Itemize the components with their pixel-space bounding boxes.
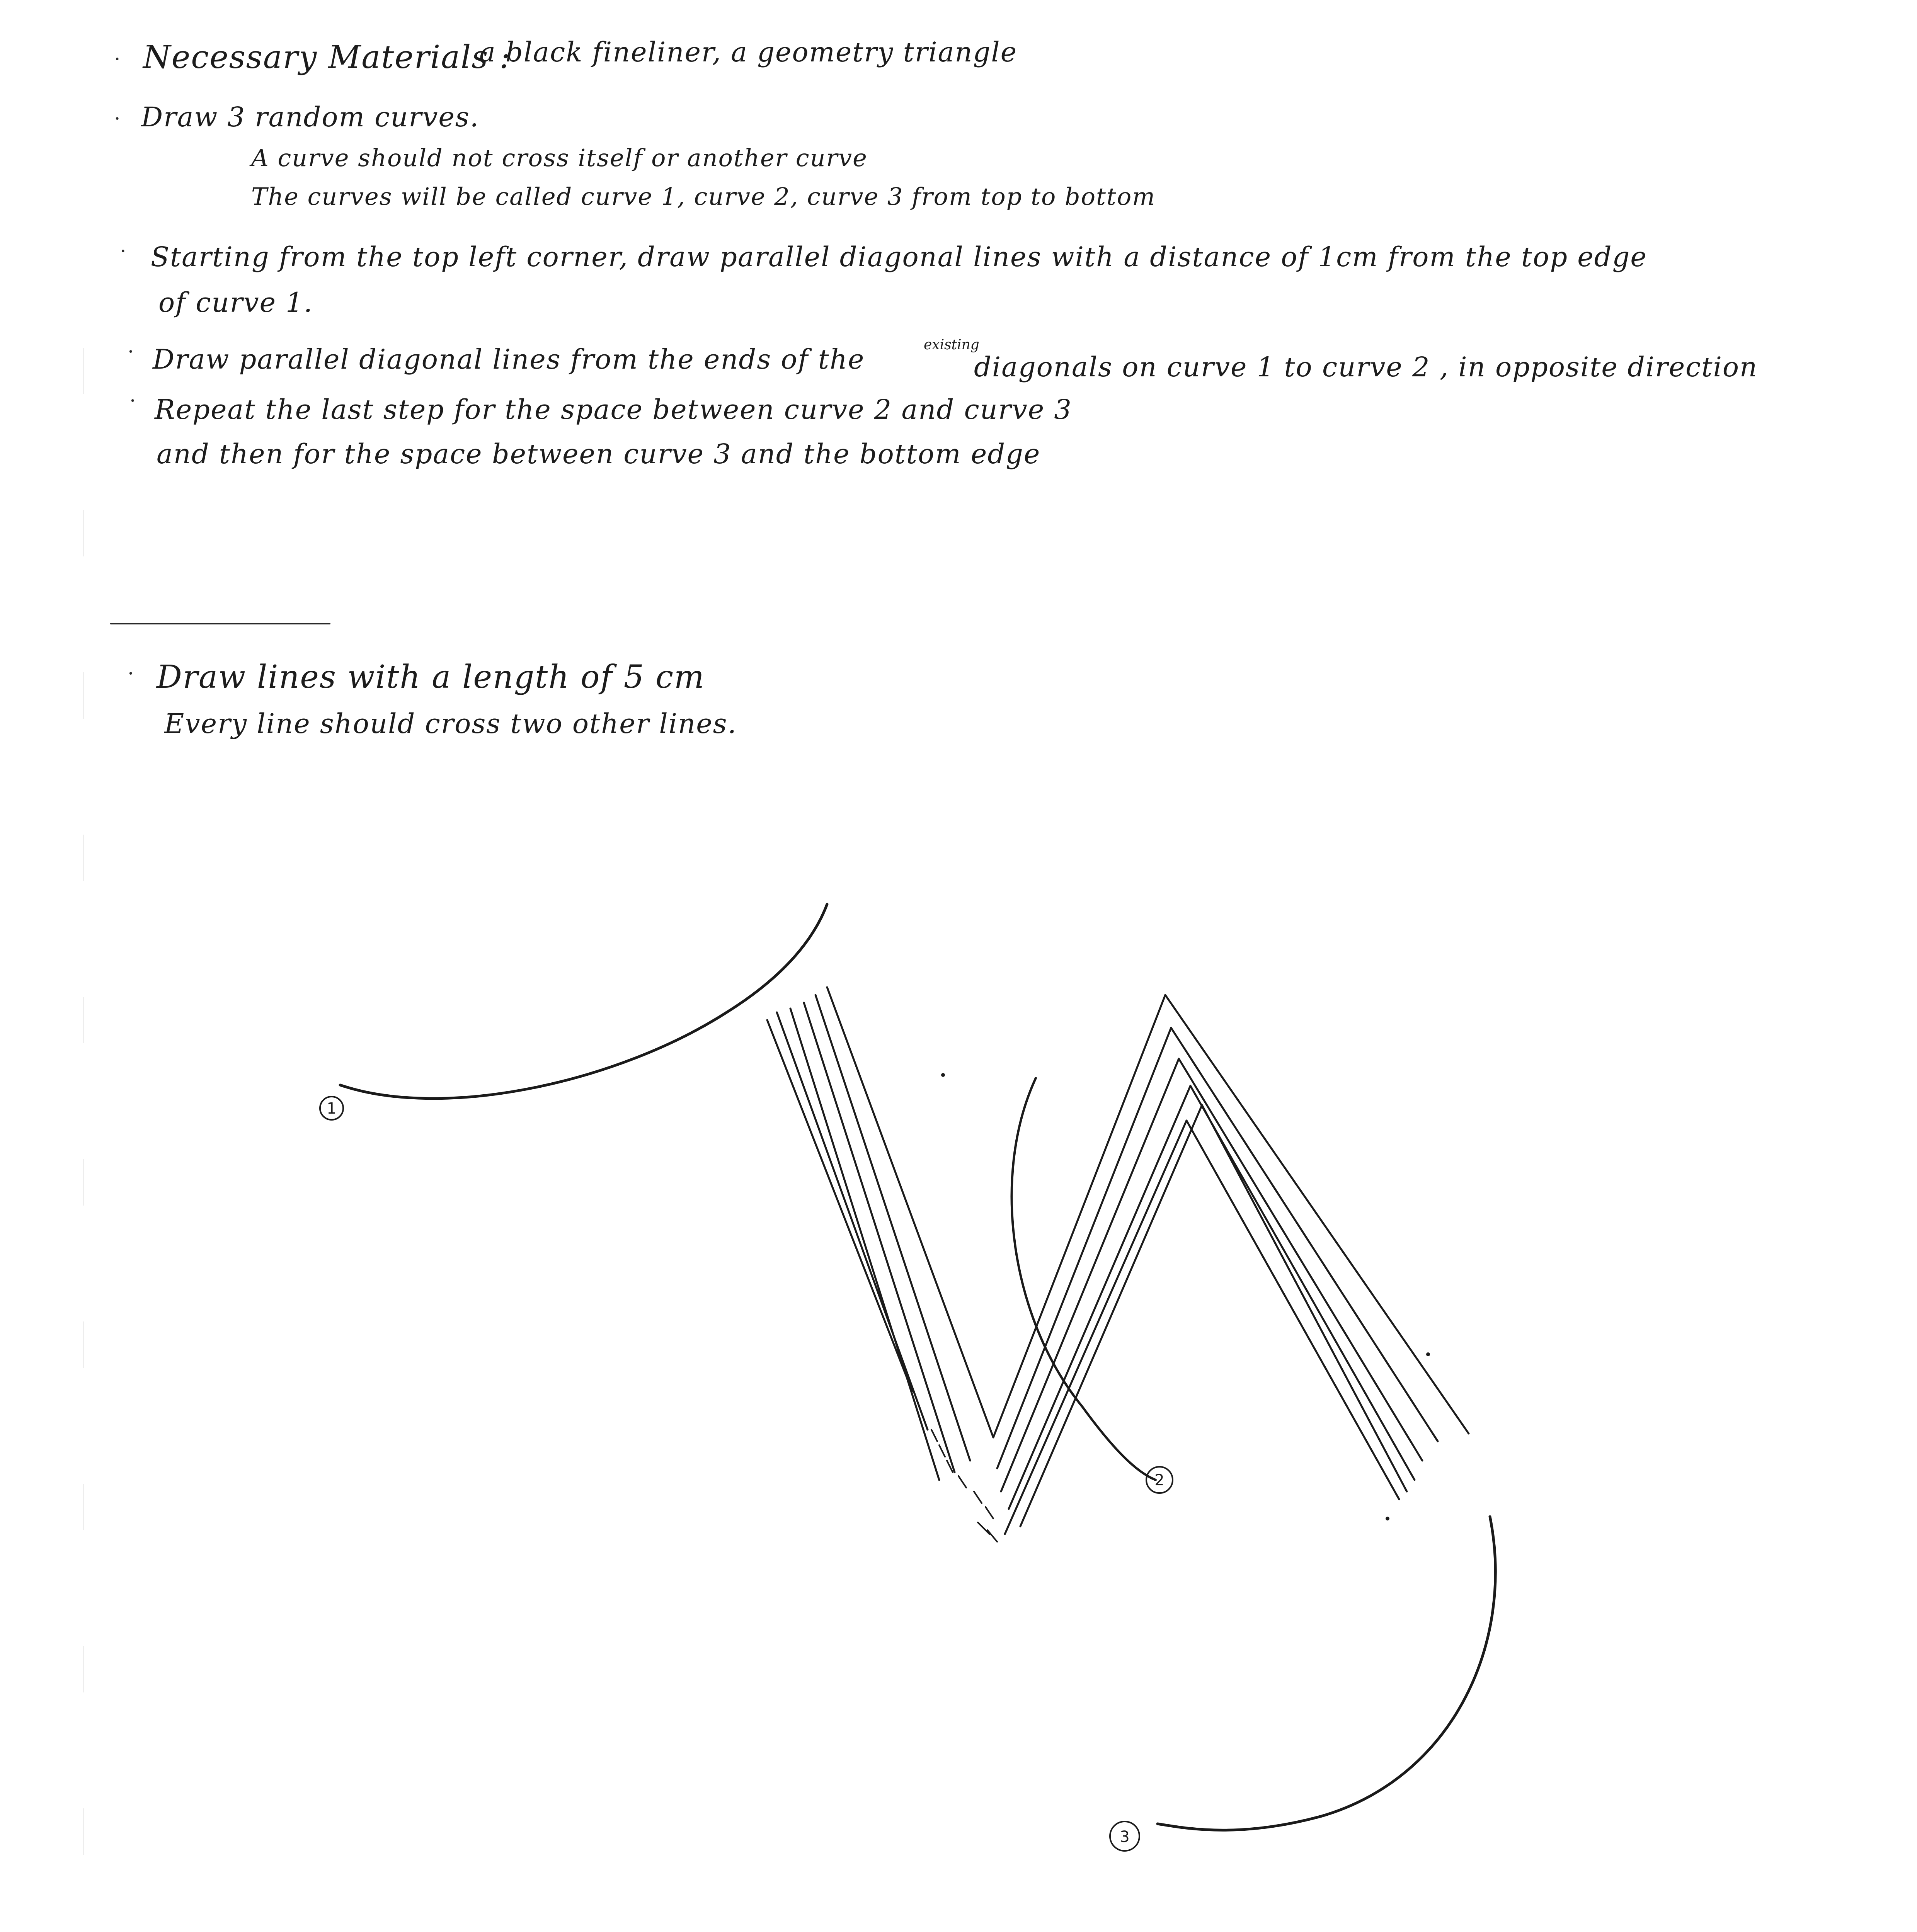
diagonal-line: [804, 1003, 955, 1472]
bullet-dot: ·: [114, 107, 121, 131]
label-text: 1: [327, 1100, 337, 1117]
tick-mark: [978, 1522, 989, 1534]
step-opposite-after: diagonals on curve 1 to curve 2 , in opposite direction: [974, 351, 1758, 383]
diagonal-line: [1179, 1059, 1422, 1461]
step-draw-lines: Draw lines with a length of 5 cm: [157, 659, 705, 696]
middle-arm-diagonals: [993, 995, 1202, 1534]
diagonal-line: [815, 995, 970, 1461]
diagonal-line: [997, 1028, 1171, 1468]
curve-label-3: [1110, 1821, 1139, 1851]
diagonal-line: [777, 1012, 928, 1430]
diagonal-line: [767, 1020, 912, 1391]
tick-mark: [986, 1507, 993, 1519]
bullet-dot: ·: [129, 389, 136, 413]
bullet-dot: ·: [128, 662, 134, 685]
curve-label-1: [320, 1097, 343, 1120]
step-repeat: Repeat the last step for the space between curve 2 and curve 3: [155, 394, 1072, 425]
tick-mark: [987, 1530, 997, 1542]
vertex-tick-marks: [931, 1430, 997, 1542]
label-text: 2: [1154, 1471, 1165, 1489]
step-draw-curves-rule: A curve should not cross itself or another curve: [251, 144, 868, 172]
curve-label-2: [1146, 1467, 1173, 1493]
curve-3: [1158, 1517, 1495, 1830]
bullet-dot: ·: [114, 48, 121, 71]
tick-mark: [974, 1492, 982, 1503]
materials-label: Necessary Materials :: [143, 39, 511, 76]
diagonal-line: [1009, 1086, 1190, 1509]
step-draw-lines-rule: Every line should cross two other lines.: [164, 708, 737, 740]
diagonal-line: [790, 1009, 939, 1480]
curve-2: [1012, 1078, 1156, 1480]
tick-mark: [939, 1445, 945, 1457]
diagonal-line: [1165, 995, 1469, 1434]
stray-dot: [1386, 1517, 1389, 1520]
diagonal-line: [827, 987, 993, 1437]
diagonal-line: [1171, 1028, 1438, 1441]
materials-text: a black fineliner, a geometry triangle: [479, 36, 1018, 68]
tick-mark: [958, 1476, 966, 1488]
stray-dot: [941, 1073, 945, 1077]
step-starting-diagonals: Starting from the top left corner, draw parallel diagonal lines with a distance of 1cm from the top edge: [151, 241, 1647, 273]
bullet-dot: ·: [120, 240, 126, 263]
step-repeat-cont: and then for the space between curve 3 and the bottom edge: [157, 438, 1041, 470]
step-opposite-before: Draw parallel diagonal lines from the ends of the: [153, 344, 865, 375]
left-arm-diagonals: [767, 987, 993, 1480]
curve-1: [340, 904, 827, 1099]
diagonal-line: [993, 995, 1165, 1437]
step-starting-diagonals-cont: of curve 1.: [158, 287, 313, 318]
diagonal-line: [1001, 1059, 1179, 1492]
step-draw-curves-naming: The curves will be called curve 1, curve 2, curve 3 from top to bottom: [251, 182, 1156, 211]
inserted-word: existing: [924, 337, 979, 353]
diagonal-line: [1020, 1105, 1202, 1526]
label-text: 3: [1120, 1828, 1130, 1846]
tick-mark: [931, 1430, 937, 1441]
step-draw-curves: Draw 3 random curves.: [141, 101, 480, 133]
bullet-dot: ·: [128, 340, 134, 364]
diagonal-line: [1187, 1121, 1399, 1499]
stray-dot: [1426, 1352, 1430, 1356]
right-arm-diagonals: [1165, 995, 1469, 1499]
